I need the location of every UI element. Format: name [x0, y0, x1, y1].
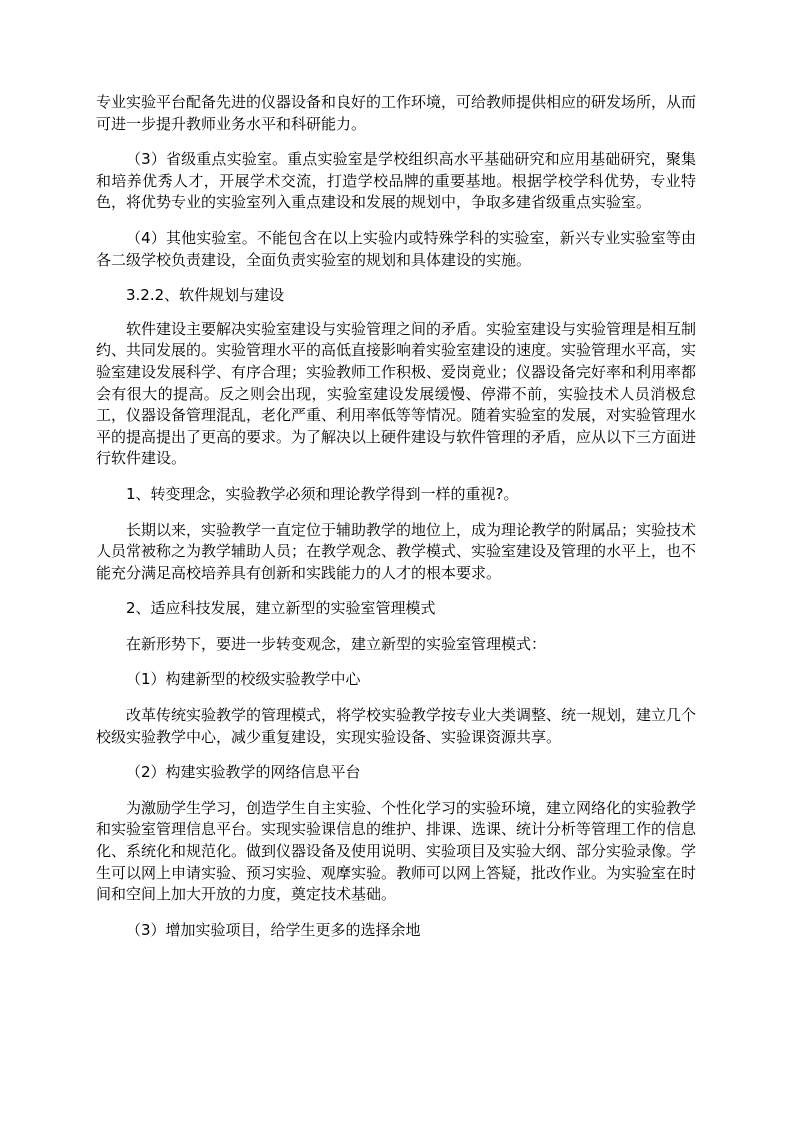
paragraph-encourage-students: 为激励学生学习，创造学生自主实验、个性化学习的实验环境，建立网络化的实验教学和实验室管理信息平台。实现实验课信息的维护、排课、选课、统计分析等管理工作的信息化、系统化和规范化。做到仪器设备及使用说明、实验项目及实验大纲、部分实验录像。学生可以网上申请实验、预习实验、观摩实验。教师可以网上答疑，批改作业。为实验室在时间和空间上加大开放的力度，奠定技术基础。: [96, 798, 697, 904]
paragraph-intro-continuation: 专业实验平台配备先进的仪器设备和良好的工作环境，可给教师提供相应的研发场所，从而可进一步提升教师业务水平和科研能力。: [96, 93, 697, 133]
paragraph-provincial-key-lab: （3）省级重点实验室。重点实验室是学校组织高水平基础研究和应用基础研究，聚集和培养优秀人才，开展学术交流，打造学校品牌的重要基地。根据学校学科优势，专业特色，将优势专业的实验室列入重点建设和发展的规划中，争取多建省级重点实验室。: [96, 150, 696, 212]
subheading-new-management-model: 2、适应科技发展，建立新型的实验室管理模式: [126, 599, 436, 618]
section-heading-software: 3.2.2、软件规划与建设: [126, 286, 285, 305]
subheading-change-concept: 1、转变理念，实验教学必须和理论教学得到一样的重视?。: [126, 484, 519, 503]
document-page: [96, 92, 696, 941]
paragraph-long-term: 长期以来，实验教学一直定位于辅助教学的地位上，成为理论教学的附属品；实验技术人员常被称之为教学辅助人员；在教学观念、教学模式、实验室建设及管理的水平上，也不能充分满足高校培养具有创新和实践能力的人才的根本要求。: [96, 520, 697, 582]
subheading-network-platform: （2）构建实验教学的网络信息平台: [126, 763, 361, 782]
subheading-teaching-center: （1）构建新型的校级实验教学中心: [126, 670, 361, 689]
paragraph-other-labs: （4）其他实验室。不能包含在以上实验内或特殊学科的实验室，新兴专业实验室等由各二级学校负责建设，全面负责实验室的规划和具体建设的实施。: [96, 228, 696, 269]
paragraph-new-situation: 在新形势下，要进一步转变观念，建立新型的实验室管理模式：: [126, 634, 547, 653]
paragraph-software-construction: 软件建设主要解决实验室建设与实验管理之间的矛盾。实验室建设与实验管理是相互制约、共同发展的。实验管理水平的高低直接影响着实验室建设的速度。实验管理水平高，实验室建设发展科学、有序合理；实验教师工作积极、爱岗竟业；仪器设备完好率和利用率都会有很大的提高。反之则会出现，实验室建设发展缓慢、停滞不前，实验技术人员消极怠工，仪器设备管理混乱，老化严重、利用率低等等情况。随着实验室的发展，对实验管理水平的提高提出了更高的要求。为了解决以上硬件建设与软件管理的矛盾，应从以下三方面进行软件建设。: [96, 319, 697, 468]
subheading-more-experiments: （3）增加实验项目，给学生更多的选择余地: [126, 920, 421, 939]
paragraph-reform-traditional: 改革传统实验教学的管理模式，将学校实验教学按专业大类调整、统一规划，建立几个校级实验教学中心，减少重复建设，实现实验设备、实验课资源共享。: [96, 706, 697, 746]
